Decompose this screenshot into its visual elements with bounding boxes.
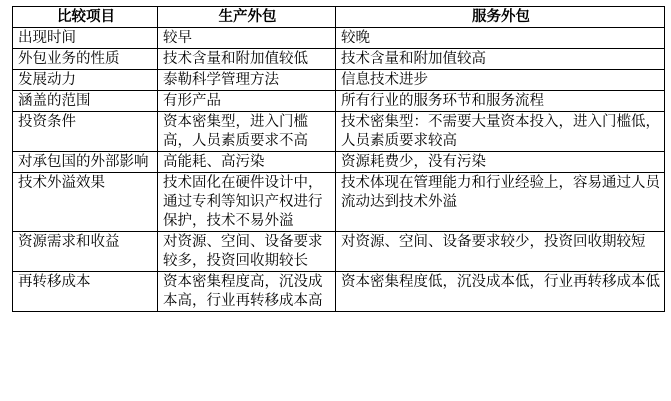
- table-row: [13, 70, 665, 91]
- table-row: [13, 173, 665, 232]
- table-row: [13, 112, 665, 152]
- production-cell: 技术固化在硬件设计中，通过专利等知识产权进行保护，技术不易外溢: [158, 173, 336, 232]
- table-header-row: [13, 7, 665, 28]
- production-cell: 高能耗、高污染: [158, 152, 336, 173]
- header-production-outsourcing: 生产外包: [158, 7, 336, 28]
- service-cell: 较晚: [336, 28, 665, 49]
- service-cell: 信息技术进步: [336, 70, 665, 91]
- row-label: 投资条件: [13, 112, 158, 152]
- production-cell: 技术含量和附加值较低: [158, 49, 336, 70]
- service-cell: 技术含量和附加值较高: [336, 49, 665, 70]
- production-cell: 较早: [158, 28, 336, 49]
- row-label: 出现时间: [13, 28, 158, 49]
- table-row: [13, 272, 665, 312]
- row-label: 技术外溢效果: [13, 173, 158, 232]
- table-row: [13, 232, 665, 272]
- service-cell: 资本密集程度低，沉没成本低，行业再转移成本低: [336, 272, 665, 312]
- header-comparison-item: 比较项目: [13, 7, 158, 28]
- production-cell: 资本密集程度高，沉没成本高，行业再转移成本高: [158, 272, 336, 312]
- service-cell: 对资源、空间、设备要求较少，投资回收期较短: [336, 232, 665, 272]
- table-row: [13, 49, 665, 70]
- service-cell: 技术密集型：不需要大量资本投入，进入门槛低，人员素质要求较高: [336, 112, 665, 152]
- service-cell: 所有行业的服务环节和服务流程: [336, 91, 665, 112]
- service-cell: 技术体现在管理能力和行业经验上，容易通过人员流动达到技术外溢: [336, 173, 665, 232]
- row-label: 发展动力: [13, 70, 158, 91]
- table-row: [13, 152, 665, 173]
- production-cell: 对资源、空间、设备要求较多，投资回收期较长: [158, 232, 336, 272]
- service-cell: 资源耗费少，没有污染: [336, 152, 665, 173]
- comparison-table: [12, 6, 665, 312]
- production-cell: 有形产品: [158, 91, 336, 112]
- table-row: [13, 28, 665, 49]
- row-label: 再转移成本: [13, 272, 158, 312]
- row-label: 涵盖的范围: [13, 91, 158, 112]
- production-cell: 泰勒科学管理方法: [158, 70, 336, 91]
- header-service-outsourcing: 服务外包: [336, 7, 665, 28]
- table-row: [13, 91, 665, 112]
- production-cell: 资本密集型，进入门槛高，人员素质要求不高: [158, 112, 336, 152]
- row-label: 对承包国的外部影响: [13, 152, 158, 173]
- row-label: 外包业务的性质: [13, 49, 158, 70]
- comparison-table-container: [12, 6, 665, 312]
- row-label: 资源需求和收益: [13, 232, 158, 272]
